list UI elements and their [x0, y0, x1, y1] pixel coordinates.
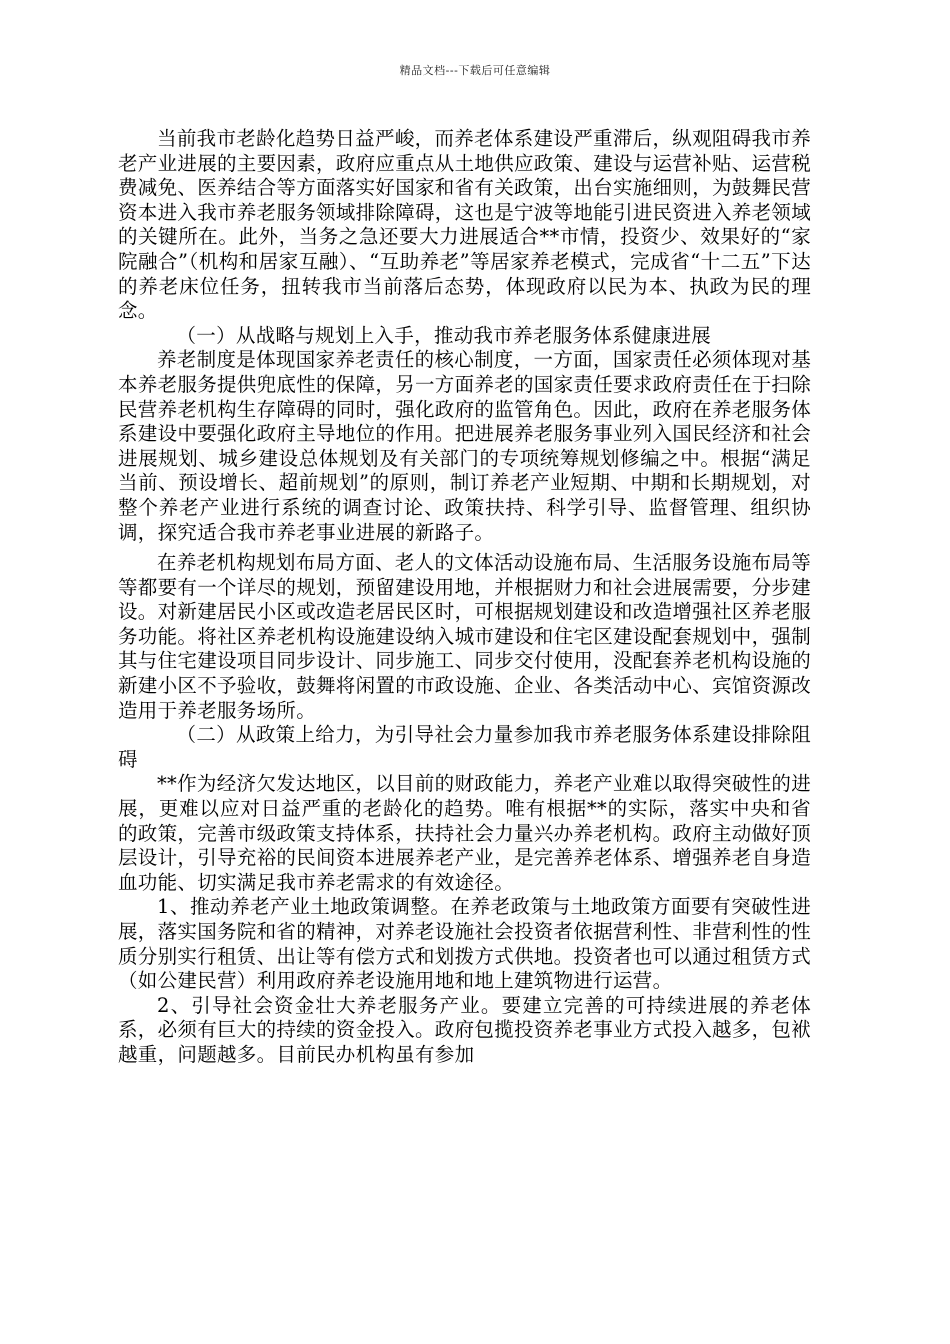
paragraph-planning: 在养老机构规划布局方面、老人的文体活动设施布局、生活服务设施布局等等都要有一个详尽的规划，预留建设用地，并根据财力和社会进展需要，分步建设。对新建居民小区或改造老居民区时，可根据规划建设和改造增强社区养老服务功能。将社区养老机构设施建设纳入城市建设和住宅区建设配套规划中，强制其与住宅建设项目同步设计、同步施工、同步交付使用，没配套养老机构设施的新建小区不予验收，鼓舞将闲置的市政设施、企业、各类活动中心、宾馆资源改造用于养老服务场所。	[118, 551, 812, 722]
paragraph-strategy: 养老制度是体现国家养老责任的核心制度，一方面，国家责任必须体现对基本养老服务提供兜底性的保障，另一方面养老的国家责任要求政府责任在于扫除民营养老机构生存障碍的同时，强化政府的监管角色。因此，政府在养老服务体系建设中要强化政府主导地位的作用。把进展养老服务事业列入国民经济和社会进展规划、城乡建设总体规划及有关部门的专项统筹规划修编之中。根据“满足当前、预设增长、超前规划”的原则，制订养老产业短期、中期和长期规划，对整个养老产业进行系统的调查讨论、政策扶持、科学引导、监督管理、组织协调，探究适合我市养老事业进展的新路子。	[118, 348, 812, 544]
section-heading-1: （一）从战略与规划上入手，推动我市养老服务体系健康进展	[176, 323, 712, 347]
document-body	[118, 127, 811, 1068]
paragraph-social-capital: 2、引导社会资金壮大养老服务产业。要建立完善的可持续进展的养老体系，必须有巨大的持续的资金投入。政府包揽投资养老事业方式投入越多，包袱越重，问题越多。目前民办机构虽有参加	[118, 993, 812, 1066]
page-header: 精品文档---下载后可任意编辑	[399, 64, 551, 77]
paragraph-land-policy: 1、推动养老产业土地政策调整。在养老政策与土地政策方面要有突破性进展，落实国务院和省的精神，对养老设施社会投资者依据营利性、非营利性的性质分别实行租赁、出让等有偿方式和划拨方式供地。投资者也可以通过租赁方式（如公建民营）利用政府养老设施用地和地上建筑物进行运营。	[118, 895, 812, 993]
paragraph-policy: **作为经济欠发达地区，以目前的财政能力，养老产业难以取得突破性的进展，更难以应对日益严重的老龄化的趋势。唯有根据**的实际，落实中央和省的政策，完善市级政策支持体系，扶持社会力量兴办养老机构。政府主动做好顶层设计，引导充裕的民间资本进展养老产业，是完善养老体系、增强养老自身造血功能、切实满足我市养老需求的有效途径。	[118, 772, 812, 894]
paragraph-intro: 当前我市老龄化趋势日益严峻，而养老体系建设严重滞后，纵观阻碍我市养老产业进展的主要因素，政府应重点从土地供应政策、建设与运营补贴、运营税费减免、医养结合等方面落实好国家和省有关政策，出台实施细则，为鼓舞民营资本进入我市养老服务领域排除障碍，这也是宁波等地能引进民资进入养老领域的关键所在。此外，当务之急还要大力进展适合**市情，投资少、效果好的“家院融合”（机构和居家互融）、“互助养老”等居家养老模式，完成省“十二五”下达的养老床位任务，扭转我市当前落后态势，体现政府以民为本、执政为民的理念。	[118, 127, 812, 323]
section-heading-2: （二）从政策上给力，为引导社会力量参加我市养老服务体系建设排除阻碍	[118, 723, 811, 771]
